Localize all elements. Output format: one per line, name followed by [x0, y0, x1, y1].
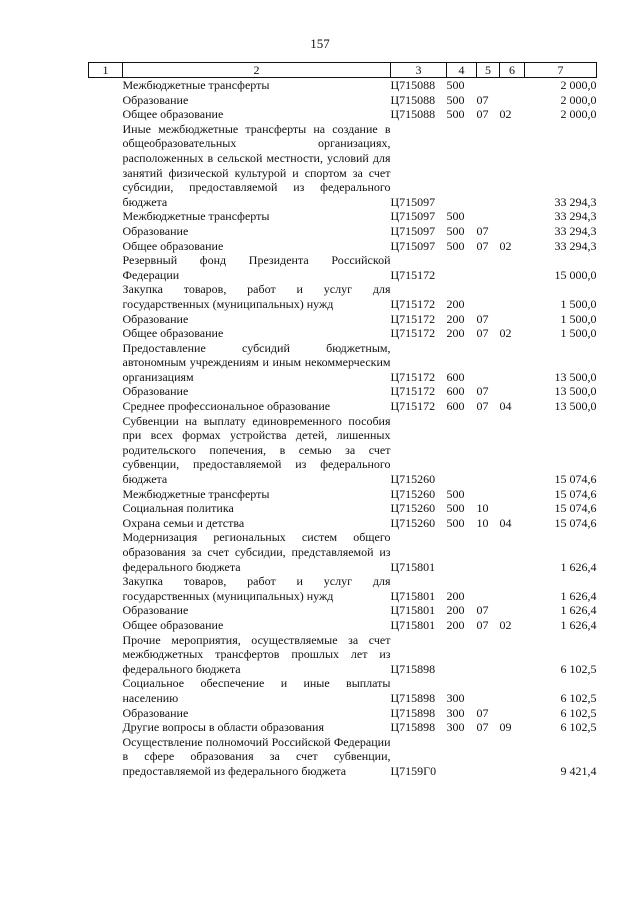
row-section: [477, 122, 500, 210]
row-amount: 1 500,0: [560, 296, 597, 311]
row-amount: 33 294,3: [554, 209, 597, 224]
row-number-cell: [89, 487, 123, 502]
row-amount: 1 626,4: [560, 588, 597, 603]
row-name: Социальное обеспечение и иные выплаты населению: [122, 676, 391, 705]
row-number-cell: [89, 209, 123, 224]
table-row: [89, 224, 597, 239]
row-subsection: 02: [499, 617, 512, 632]
row-expense-type: 500: [446, 78, 465, 92]
row-code: Ц715088: [390, 107, 436, 122]
row-code: Ц715801: [390, 588, 436, 603]
row-name: Резервный фонд Президента Российской Федерации: [122, 253, 391, 282]
table-row: [89, 676, 597, 705]
row-subsection: [500, 530, 525, 574]
row-name: Образование: [122, 223, 189, 238]
row-amount: 2 000,0: [560, 92, 597, 107]
row-subsection: 02: [499, 107, 512, 122]
row-expense-type: 600: [446, 384, 465, 399]
column-number-row: [89, 63, 597, 78]
row-number-cell: [89, 384, 123, 399]
row-expense-type: [447, 414, 477, 487]
row-amount: 1 500,0: [560, 311, 597, 326]
row-expense-type: [447, 253, 477, 282]
row-number-cell: [89, 253, 123, 282]
row-code: Ц715172: [390, 326, 436, 341]
row-subsection: [500, 312, 525, 327]
row-subsection: [500, 78, 525, 93]
row-section: 10: [476, 501, 489, 516]
row-amount: 1 626,4: [560, 617, 597, 632]
row-subsection: [500, 633, 525, 677]
row-name: Закупка товаров, работ и услуг для государственных (муниципальных) нужд: [122, 282, 391, 311]
row-number-cell: [89, 239, 123, 254]
table-row: [89, 239, 597, 254]
row-expense-type: 200: [446, 588, 465, 603]
row-subsection: [500, 341, 525, 385]
table-row: [89, 209, 597, 224]
row-code: Ц7159Г0: [390, 763, 437, 778]
row-expense-type: 300: [446, 705, 465, 720]
row-amount: 15 074,6: [554, 472, 597, 487]
row-amount: 1 626,4: [560, 559, 597, 574]
row-amount: 6 102,5: [560, 661, 597, 676]
row-code: Ц715801: [390, 559, 436, 574]
row-code: Ц715898: [390, 705, 436, 720]
row-amount: 2 000,0: [560, 78, 597, 92]
table-row: [89, 735, 597, 779]
row-amount: 13 500,0: [554, 384, 597, 399]
table-row: [89, 574, 597, 603]
row-code: Ц715172: [390, 296, 436, 311]
row-expense-type: 500: [446, 92, 465, 107]
row-name: Общее образование: [122, 238, 224, 253]
row-section: 07: [476, 223, 489, 238]
row-name: Общее образование: [122, 326, 224, 341]
table-row: [89, 414, 597, 487]
row-section: [477, 209, 500, 224]
row-number-cell: [89, 122, 123, 210]
row-expense-type: [447, 122, 477, 210]
row-subsection: 04: [499, 399, 512, 414]
table-row: [89, 618, 597, 633]
row-section: [477, 253, 500, 282]
row-code: Ц715801: [390, 603, 436, 618]
column-header-4: 4: [447, 63, 477, 78]
row-code: Ц715097: [390, 209, 436, 224]
row-amount: 13 500,0: [554, 369, 597, 384]
row-number-cell: [89, 603, 123, 618]
row-name: Образование: [122, 705, 189, 720]
table-row: [89, 487, 597, 502]
row-section: 07: [476, 311, 489, 326]
row-section: 07: [476, 238, 489, 253]
row-subsection: [500, 282, 525, 311]
row-number-cell: [89, 706, 123, 721]
row-number-cell: [89, 633, 123, 677]
row-expense-type: [447, 530, 477, 574]
row-number-cell: [89, 399, 123, 414]
row-name: Прочие мероприятия, осуществляемые за счет межбюджетных трансфертов прошлых лет из федерального бюджета: [122, 632, 391, 676]
row-code: Ц715088: [390, 92, 436, 107]
row-expense-type: [447, 735, 477, 779]
row-number-cell: [89, 107, 123, 122]
row-section: 07: [476, 107, 489, 122]
row-code: Ц715260: [390, 501, 436, 516]
row-subsection: [500, 122, 525, 210]
row-name: Социальная политика: [122, 501, 234, 516]
row-number-cell: [89, 341, 123, 385]
column-header-3: 3: [391, 63, 447, 78]
row-section: [477, 530, 500, 574]
table-row: [89, 530, 597, 574]
row-amount: 6 102,5: [560, 705, 597, 720]
row-number-cell: [89, 735, 123, 779]
row-expense-type: 500: [446, 515, 465, 530]
table-row: [89, 122, 597, 210]
row-name: Межбюджетные трансферты: [122, 486, 270, 501]
row-number-cell: [89, 618, 123, 633]
row-name: Общее образование: [122, 617, 224, 632]
table-row: [89, 633, 597, 677]
column-header-5: 5: [477, 63, 500, 78]
row-expense-type: 600: [446, 369, 465, 384]
row-subsection: [500, 93, 525, 108]
table-row: [89, 253, 597, 282]
table-row: [89, 516, 597, 531]
row-number-cell: [89, 282, 123, 311]
row-expense-type: 300: [446, 720, 465, 735]
row-name: Образование: [122, 603, 189, 618]
row-number-cell: [89, 224, 123, 239]
row-code: Ц715172: [390, 399, 436, 414]
row-number-cell: [89, 312, 123, 327]
row-expense-type: 500: [446, 238, 465, 253]
row-name: Образование: [122, 92, 189, 107]
row-expense-type: 500: [446, 107, 465, 122]
table-body: [89, 78, 597, 779]
table-row: [89, 93, 597, 108]
row-expense-type: 500: [446, 501, 465, 516]
row-subsection: [500, 706, 525, 721]
row-expense-type: 500: [446, 209, 465, 224]
row-name: Субвенции на выплату единовременного пособия при всех формах устройства детей, лишенных родительского попечения, в семью за счет субвенции, предоставляемой из федерального бюджета: [122, 413, 391, 487]
row-expense-type: [447, 633, 477, 677]
column-header-6: 6: [500, 63, 525, 78]
row-code: Ц715097: [390, 238, 436, 253]
row-section: 07: [476, 603, 489, 618]
table-row: [89, 282, 597, 311]
row-name: Образование: [122, 311, 189, 326]
row-code: Ц715097: [390, 223, 436, 238]
row-section: [477, 676, 500, 705]
table-row: [89, 341, 597, 385]
page-number: 157: [310, 36, 330, 51]
row-name: Другие вопросы в области образования: [122, 720, 324, 735]
row-section: [477, 414, 500, 487]
row-number-cell: [89, 516, 123, 531]
table-row: [89, 501, 597, 516]
row-subsection: 02: [499, 326, 512, 341]
row-section: 07: [476, 720, 489, 735]
row-section: [477, 574, 500, 603]
row-code: Ц715172: [390, 369, 436, 384]
row-amount: 6 102,5: [560, 720, 597, 735]
row-expense-type: 300: [446, 690, 465, 705]
row-number-cell: [89, 78, 123, 93]
column-header-2: 2: [123, 63, 391, 78]
row-code: Ц715172: [390, 311, 436, 326]
row-amount: 6 102,5: [560, 690, 597, 705]
table-row: [89, 706, 597, 721]
row-code: Ц715898: [390, 661, 436, 676]
row-section: 07: [476, 384, 489, 399]
row-subsection: 04: [499, 515, 512, 530]
row-subsection: [500, 384, 525, 399]
row-name: Охрана семьи и детства: [122, 515, 245, 530]
row-expense-type: 200: [446, 326, 465, 341]
row-amount: 15 074,6: [554, 515, 597, 530]
table-row: [89, 107, 597, 122]
row-amount: 15 074,6: [554, 486, 597, 501]
row-number-cell: [89, 501, 123, 516]
row-code: Ц715172: [390, 384, 436, 399]
row-amount: 1 500,0: [560, 326, 597, 341]
row-subsection: [500, 253, 525, 282]
row-number-cell: [89, 93, 123, 108]
row-number-cell: [89, 530, 123, 574]
row-subsection: 02: [499, 238, 512, 253]
row-expense-type: 200: [446, 603, 465, 618]
row-name: Иные межбюджетные трансферты на создание в общеобразовательных организациях, расположенных в сельской местности, условий для занятий физической культурой и спортом за счет субсидии, предоставляемой из федерального бюджета: [122, 121, 391, 209]
row-section: 10: [476, 515, 489, 530]
column-header-7: 7: [525, 63, 597, 78]
row-expense-type: 600: [446, 399, 465, 414]
row-code: Ц715260: [390, 515, 436, 530]
row-subsection: [500, 501, 525, 516]
row-amount: 15 000,0: [554, 267, 597, 282]
row-number-cell: [89, 326, 123, 341]
row-amount: 2 000,0: [560, 107, 597, 122]
row-section: [477, 282, 500, 311]
table-row: [89, 312, 597, 327]
row-section: [477, 633, 500, 677]
row-name: Межбюджетные трансферты: [122, 209, 270, 224]
row-code: Ц715260: [390, 486, 436, 501]
row-code: Ц715088: [390, 78, 436, 92]
row-subsection: 09: [499, 720, 512, 735]
column-header-1: 1: [89, 63, 123, 78]
table-row: [89, 603, 597, 618]
row-number-cell: [89, 676, 123, 705]
table-row: [89, 399, 597, 414]
row-amount: 9 421,4: [560, 763, 597, 778]
row-amount: 1 626,4: [560, 603, 597, 618]
row-code: Ц715801: [390, 617, 436, 632]
row-name: Предоставление субсидий бюджетным, автономным учреждениям и иным некоммерческим организациям: [122, 340, 391, 384]
row-name: Закупка товаров, работ и услуг для государственных (муниципальных) нужд: [122, 574, 391, 603]
row-code: Ц715260: [390, 472, 436, 487]
row-expense-type: 200: [446, 617, 465, 632]
row-subsection: [500, 735, 525, 779]
row-section: [477, 78, 500, 93]
row-subsection: [500, 414, 525, 487]
row-section: 07: [476, 399, 489, 414]
row-amount: 13 500,0: [554, 399, 597, 414]
row-code: Ц715898: [390, 720, 436, 735]
row-amount: 33 294,3: [554, 238, 597, 253]
table-row: [89, 720, 597, 735]
row-subsection: [500, 224, 525, 239]
row-amount: 33 294,3: [554, 223, 597, 238]
row-section: [477, 487, 500, 502]
row-section: 07: [476, 617, 489, 632]
row-expense-type: 500: [446, 486, 465, 501]
row-subsection: [500, 603, 525, 618]
table-row: [89, 384, 597, 399]
row-subsection: [500, 209, 525, 224]
row-name: Модернизация региональных систем общего образования за счет субсидии, представляемой из федерального бюджета: [122, 530, 391, 574]
row-section: [477, 735, 500, 779]
row-code: Ц715898: [390, 690, 436, 705]
table-row: [89, 78, 597, 93]
row-expense-type: 200: [446, 311, 465, 326]
row-amount: 15 074,6: [554, 501, 597, 516]
row-code: Ц715097: [390, 194, 436, 209]
row-name: Осуществление полномочий Российской Федерации в сфере образования за счет субвенции, предоставляемой из федерального бюджета: [122, 734, 391, 778]
row-number-cell: [89, 720, 123, 735]
row-name: Общее образование: [122, 107, 224, 122]
row-name: Межбюджетные трансферты: [122, 78, 270, 92]
row-section: 07: [476, 705, 489, 720]
row-number-cell: [89, 414, 123, 487]
row-amount: 33 294,3: [554, 194, 597, 209]
row-code: Ц715172: [390, 267, 436, 282]
row-subsection: [500, 487, 525, 502]
table-row: [89, 326, 597, 341]
row-section: 07: [476, 326, 489, 341]
row-expense-type: 200: [446, 296, 465, 311]
row-section: 07: [476, 92, 489, 107]
budget-table: [88, 62, 597, 779]
row-number-cell: [89, 574, 123, 603]
row-subsection: [500, 676, 525, 705]
row-name: Среднее профессиональное образование: [122, 399, 331, 414]
row-name: Образование: [122, 384, 189, 399]
row-subsection: [500, 574, 525, 603]
row-expense-type: 500: [446, 223, 465, 238]
row-section: [477, 341, 500, 385]
